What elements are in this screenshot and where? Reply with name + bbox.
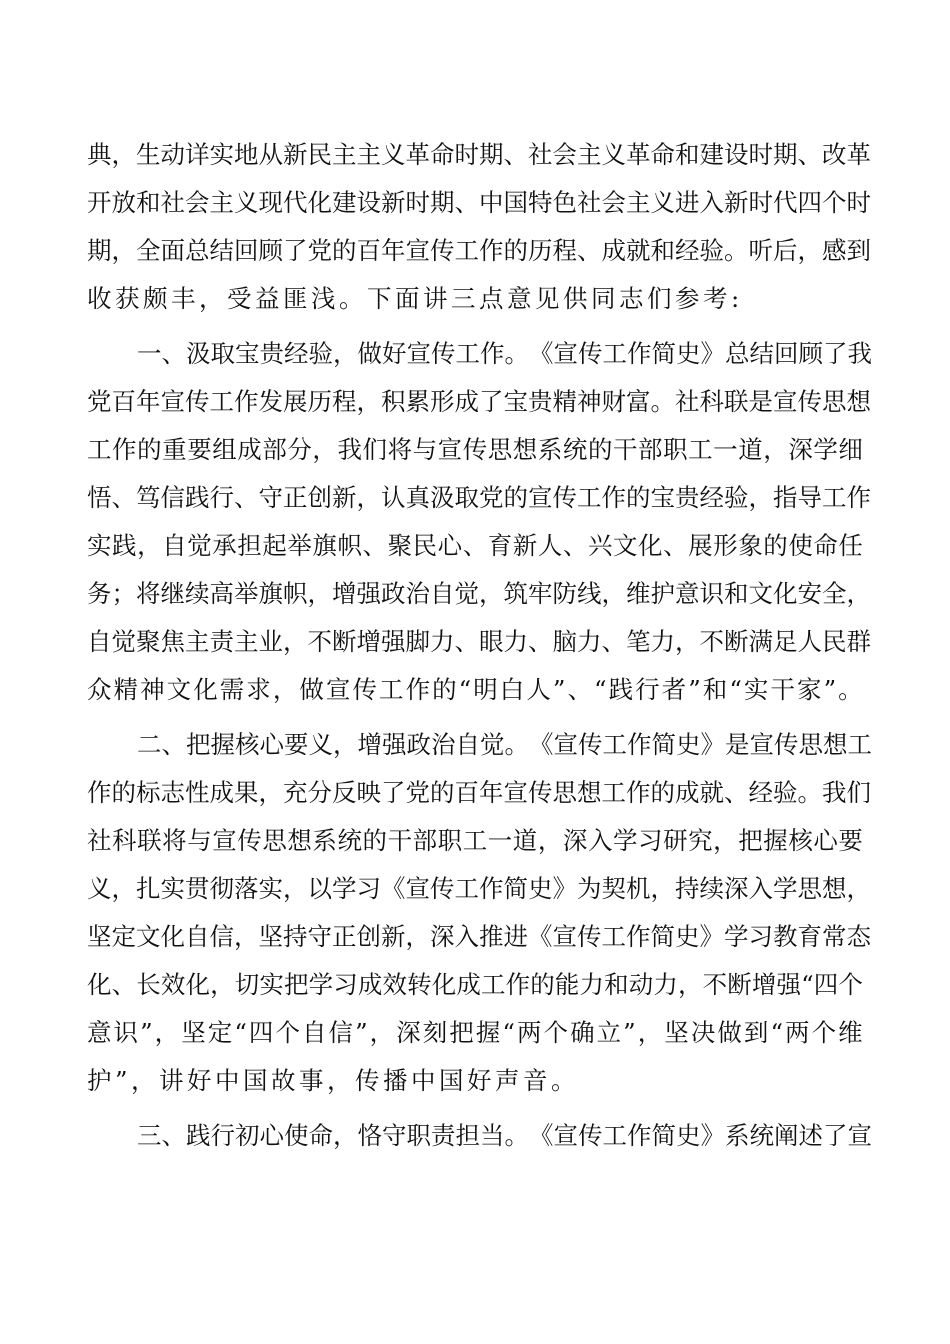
- text-line: 护”，讲好中国故事，传播中国好声音。: [87, 1066, 580, 1095]
- text-line: 坚 定 文 化 自 信 ， 坚 持 守 正 创 新 ， 深 入 推 进 《 宣 传 工 作 简 史 》 学 习 教 育 常 态: [87, 922, 871, 951]
- text-line: 社 科 联 将 与 宣 传 思 想 系 统 的 干 部 职 工 一 道 ， 深 入 学 习 研 究 ， 把 握 核 心 要: [87, 826, 863, 855]
- text-line: 义 ， 扎 实 贯 彻 落 实 ， 以 学 习 《 宣 传 工 作 简 史 》 为 契 机 ， 持 续 深 入 学 思 想 ，: [87, 874, 871, 903]
- text-line: 一 、 汲 取 宝 贵 经 验 ， 做 好 宣 传 工 作 。 《 宣 传 工 作 简 史 》 总 结 回 顾 了 我: [137, 339, 872, 368]
- text-line: 实 践 ， 自 觉 承 担 起 举 旗 帜 、 聚 民 心 、 育 新 人 、 兴 文 化 、 展 形 象 的 使 命 任: [87, 531, 863, 560]
- document-body: [87, 131, 872, 1160]
- paragraph-point-one: [87, 330, 872, 714]
- paragraph-point-two: [87, 721, 872, 1105]
- text-line: 典 ， 生 动 详 实 地 从 新 民 主 主 义 革 命 时 期 、 社 会 主 义 革 命 和 建 设 时 期 、 改 革: [87, 140, 871, 169]
- paragraph-point-three: [87, 1112, 872, 1160]
- paragraph-intro: [87, 131, 871, 323]
- text-line: 悟 、 笃 信 践 行 、 守 正 创 新 ， 认 真 汲 取 党 的 宣 传 工 作 的 宝 贵 经 验 ， 指 导 工 作: [87, 483, 871, 512]
- text-line: 开 放 和 社 会 主 义 现 代 化 建 设 新 时 期 、 中 国 特 色 社 会 主 义 进 入 新 时 代 四 个 时: [87, 188, 871, 217]
- text-line: 收获颇丰，受益匪浅。下面讲三点意见供同志们参考:: [87, 284, 743, 313]
- text-line: 务 ； 将 继 续 高 举 旗 帜 ， 增 强 政 治 自 觉 ， 筑 牢 防 线 ， 维 护 意 识 和 文 化 安 全 ，: [87, 579, 871, 608]
- text-line: 三 、 践 行 初 心 使 命 ， 恪 守 职 责 担 当 。 《 宣 传 工 作 简 史 》 系 统 阐 述 了 宣: [137, 1121, 872, 1150]
- text-line: 二 、 把 握 核 心 要 义 ， 增 强 政 治 自 觉 。 《 宣 传 工 作 简 史 》 是 宣 传 思 想 工: [137, 730, 872, 759]
- text-line: 意 识 ” ， 坚 定 “ 四 个 自 信 ” ， 深 刻 把 握 “ 两 个 确 立 ” ， 坚 决 做 到 “ 两 个 维: [87, 1018, 863, 1047]
- text-line: 化 、 长 效 化 ， 切 实 把 学 习 成 效 转 化 成 工 作 的 能 力 和 动 力 ， 不 断 增 强 “ 四 个: [87, 970, 863, 999]
- text-line: 党 百 年 宣 传 工 作 发 展 历 程 ， 积 累 形 成 了 宝 贵 精 神 财 富 。 社 科 联 是 宣 传 思 想: [87, 387, 871, 416]
- text-line: 作 的 标 志 性 成 果 ， 充 分 反 映 了 党 的 百 年 宣 传 思 想 工 作 的 成 就 、 经 验 。 我 们: [87, 778, 871, 807]
- text-line: 期 ， 全 面 总 结 回 顾 了 党 的 百 年 宣 传 工 作 的 历 程 、 成 就 和 经 验 。 听 后 ， 感 到: [87, 236, 871, 265]
- text-line: 众 精 神 文 化 需 求 ， 做 宣 传 工 作 的 “ 明 白 人 ” 、 “ 践 行 者 ” 和 “ 实 干 家 ” 。: [87, 675, 863, 704]
- text-line: 工 作 的 重 要 组 成 部 分 ， 我 们 将 与 宣 传 思 想 系 统 的 干 部 职 工 一 道 ， 深 学 细: [87, 435, 863, 464]
- text-line: 自 觉 聚 焦 主 责 主 业 ， 不 断 增 强 脚 力 、 眼 力 、 脑 力 、 笔 力 ， 不 断 满 足 人 民 群: [87, 627, 871, 656]
